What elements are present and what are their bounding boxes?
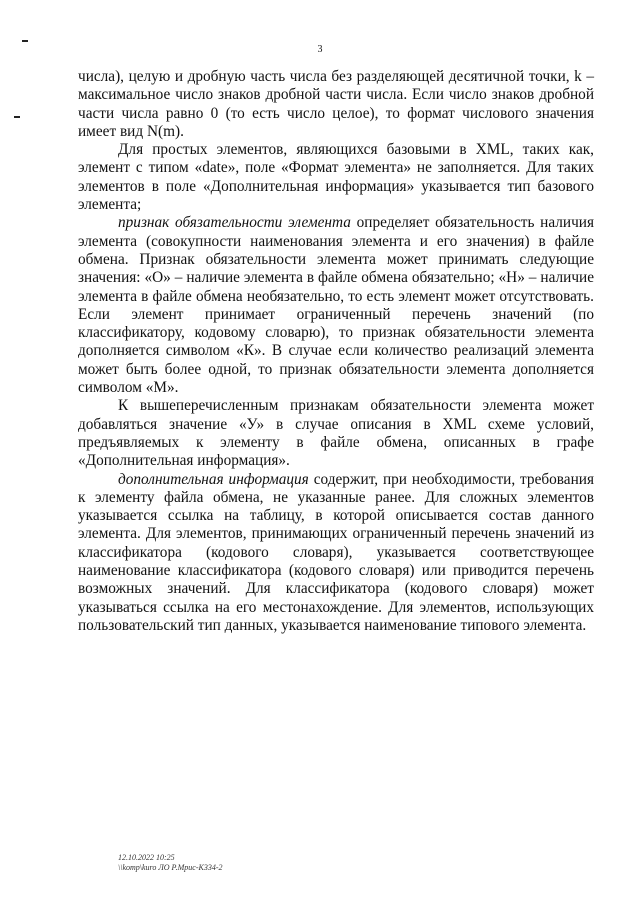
page-number: 3 [317, 44, 323, 55]
paragraph-text: содержит, при необходимости, требования к элементу файла обмена, не указанные ранее. Для сложных элементов указывается ссылка на таблицу, в которой описывается состав данного элемента. Для элементов, принимающих ограниченный перечень значений из классификатора (кодового словаря), указывается соответствующее наименование классификатора (кодового словаря) или приводится перечень возможных значений. Для классификатора (кодового словаря) может указываться ссылка на его местонахождение. Для элементов, использующих пользовательский тип данных, указывается наименование типового элемента. [78, 470, 595, 634]
paragraph-3 [78, 214, 594, 397]
scan-mark [14, 116, 20, 118]
paragraph-text: Для простых элементов, являющихся базовыми в XML, таких как, элемент с типом «date», поле «Формат элемента» не заполняется. Для таких элементов в поле «Дополнительная информация» указывается тип базового элемента; [78, 141, 594, 214]
paragraph-text: числа), целую и дробную часть числа без разделяющей десятичной точки, k – максимальное число знаков дробной части числа. Если число знаков дробной части числа равно 0 (то есть число целое), то формат числового значения имеет вид N(m). [78, 68, 594, 140]
scan-mark [22, 40, 28, 42]
footer [118, 853, 223, 873]
paragraph-2 [78, 141, 594, 214]
paragraph-text: определяет обязательность наличия элемента (совокупности наименования элемента и его значения) в файле обмена. Признак обязательности элемента может принимать следующие значения: «О» – наличие элемента в файле обмена обязательно; «Н» – наличие элемента в файле обмена необязательно, то есть элемент может отсутствовать. Если элемент принимает ограниченный перечень значений (по классификатору, кодовому словарю), то признак обязательности элемента дополняется символом «К». В случае если количество реализаций элемента может быть более одной, то признак обязательности элемента дополняется символом «М». [78, 214, 594, 397]
paragraph-text: К вышеперечисленным признакам обязательности элемента может добавляться значение «У» в случае описания в XML схеме условий, предъявляемых к элементу в файле обмена, описанных в графе «Дополнительная информация». [78, 397, 594, 470]
footer-timestamp: 12.10.2022 10:25 [118, 853, 175, 862]
paragraph-1 [78, 68, 594, 141]
paragraph-4 [78, 397, 594, 470]
paragraph-5 [78, 471, 594, 636]
footer-path: \\komp\kuro ЛО Р.Мрис-К334-2 [118, 863, 223, 872]
defined-term: признак обязательности элемента [118, 214, 351, 232]
document-body [78, 68, 594, 635]
defined-term: дополнительная информация [118, 470, 309, 488]
